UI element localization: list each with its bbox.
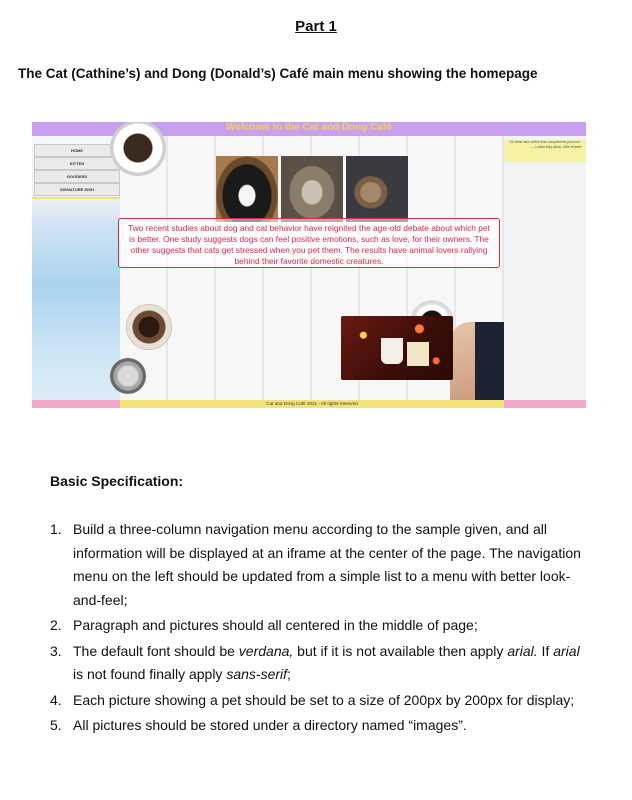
spec-item-text-part: ; [287,666,291,682]
left-navigation-column [32,136,120,400]
spec-item-number: 4. [50,691,62,708]
center-iframe [120,136,504,400]
spec-item [50,614,590,638]
quote-author: — Louisa May Alcott, Little Women [530,145,582,149]
spec-list [50,518,590,738]
spec-item-text-part: but if it is not available then apply [293,642,508,659]
mug-icon [381,338,403,364]
coffee-filter [126,304,172,350]
nav-item-goodess[interactable]: GOODESS [34,170,120,183]
nav-item-signature-dish[interactable]: SIGNATURE DISH [34,183,120,196]
spec-item-number: 3. [50,642,62,659]
coffee-cup-top-left [110,122,166,176]
spec-item-text: All pictures should be stored under a directory named “images”. [73,717,467,733]
quote-text: “I'd rather take coffee than compliments just now.” [508,140,582,144]
footer-text: Cat and Dong Café 2021 - All rights reserved [266,401,358,406]
spec-item-number: 2. [50,617,62,633]
christmas-coffee-picture [341,316,453,380]
spec-item-text-part: If [537,642,554,659]
spec-item [50,689,590,713]
spec-item-text-part: The default font should be [73,642,239,659]
spec-font-verdana: verdana, [238,642,294,659]
welcome-banner-text: Welcome to the Cat and Dong Café [226,122,392,133]
spec-item-text-part: is not found finally apply [73,666,227,682]
spec-font-arial-2: arial [553,642,580,659]
coffee-kettle [110,358,146,394]
hamster-picture [346,156,408,222]
nav-item-kitten[interactable]: KITTEN [34,157,120,170]
dog-picture [216,156,278,222]
spec-item-number: 5. [50,717,62,733]
spec-item [50,640,590,687]
nav-item-home[interactable]: HOME [34,144,120,157]
spec-title: Basic Specification: [50,473,184,489]
spec-font-sans-serif: sans-serif [226,666,288,682]
spec-item-number: 1. [50,521,62,537]
intro-paragraph: Two recent studies about dog and cat behavior have reignited the age-old debate about which pet is better. One study suggests dogs can feel positive emotions, such as love, for their owners. The other suggests that cats get stressed when you pet them. The results have animal lovers rallying behind their favorite domestic creatures. [118,218,500,268]
footer-band [120,400,504,408]
spec-item [50,518,590,612]
quote-box [504,140,586,162]
right-column [504,136,586,400]
cat-picture [281,156,343,222]
document-subtitle: The Cat (Cathine’s) and Dong (Donald’s) Café main menu showing the homepage [18,66,538,81]
part-title: Part 1 [295,18,337,35]
card-icon [407,342,429,366]
spec-font-arial: arial. [507,642,538,659]
spec-item-text: Paragraph and pictures should all centered in the middle of page; [73,617,478,633]
nav-divider [32,197,120,199]
sleeve-right [475,322,505,402]
homepage-screenshot [32,122,586,408]
spec-item-text: Each picture showing a pet should be set to a size of 200px by 200px for display; [73,691,575,708]
spec-item-text: Build a three-column navigation menu according to the sample given, and all information will be displayed at an iframe at the center of the page. The navigation menu on the left should be updated from a simple list to a menu with better look-and-feel; [73,521,581,608]
spec-item [50,714,590,738]
